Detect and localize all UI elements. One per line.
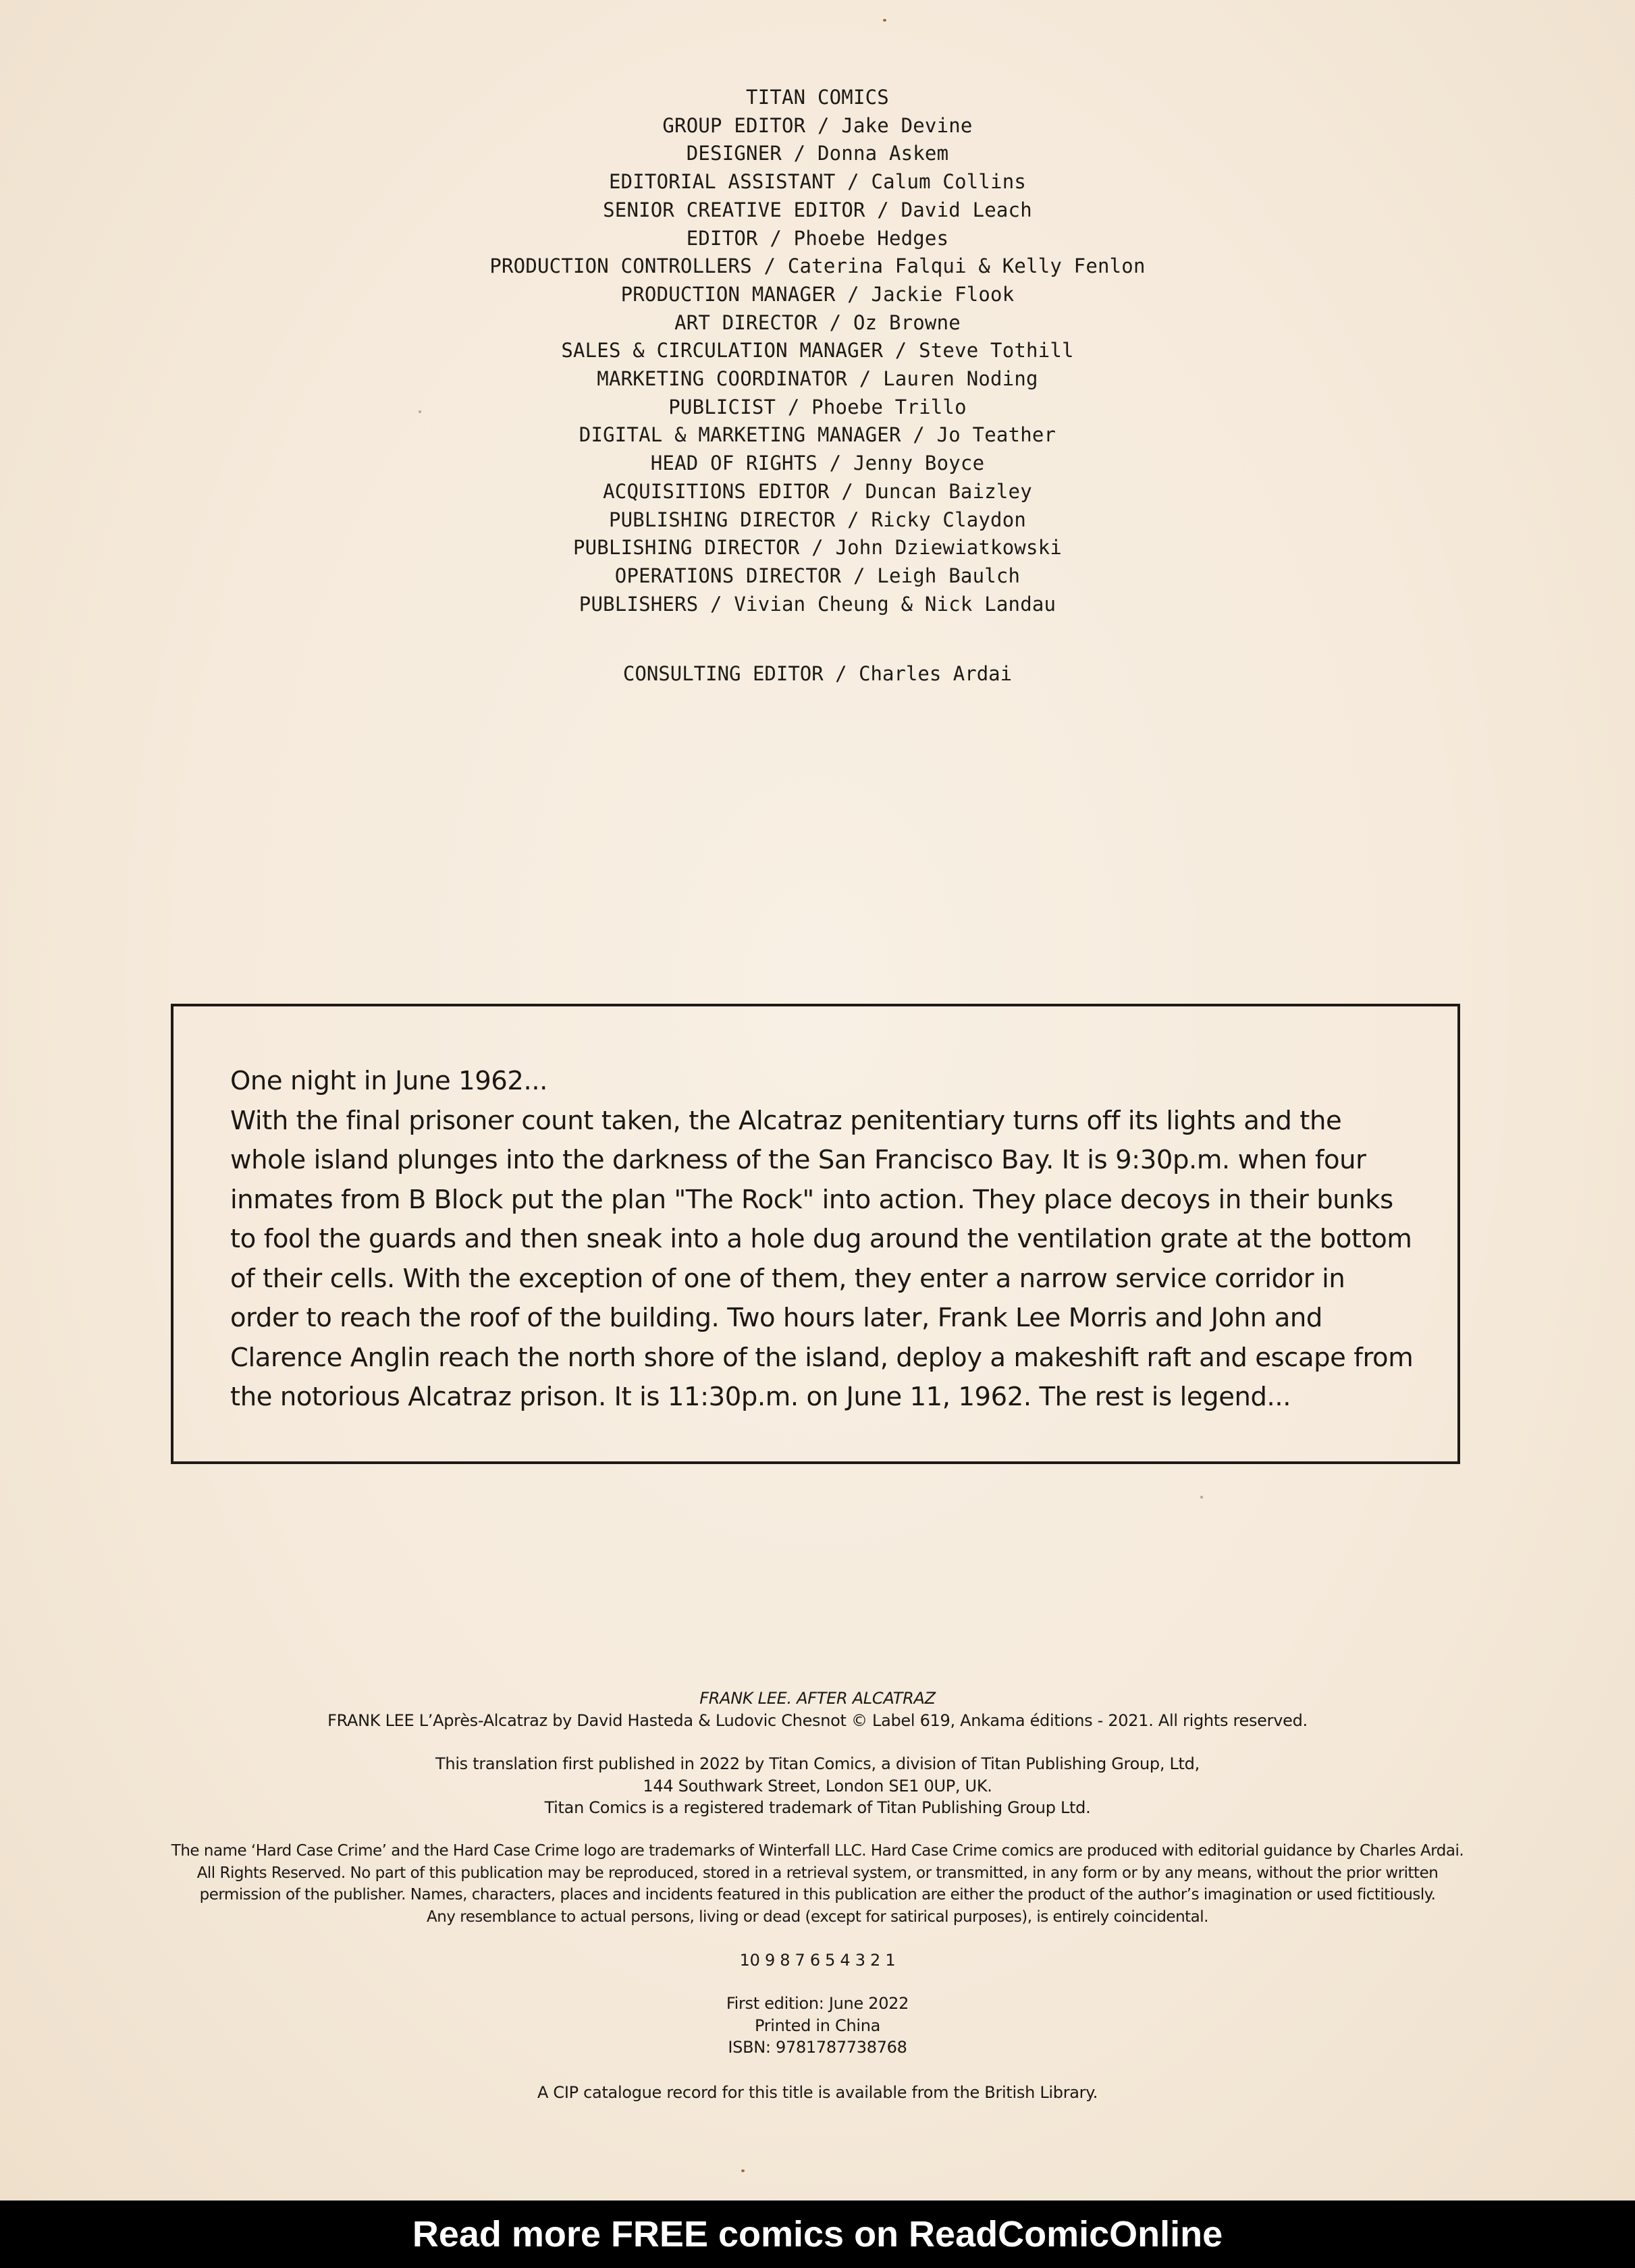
credit-line: PUBLISHERS / Vivian Cheung & Nick Landau <box>579 592 1056 616</box>
credit-line: HEAD OF RIGHTS / Jenny Boyce <box>650 452 985 475</box>
translation-notice <box>0 1753 1635 1819</box>
credit-line: EDITOR / Phoebe Hedges <box>686 226 949 250</box>
print-number-line: 10 9 8 7 6 5 4 3 2 1 <box>739 1951 896 1970</box>
paper-speck <box>883 19 886 22</box>
paper-speck <box>741 2169 745 2172</box>
staff-credits <box>0 84 1635 618</box>
cip-line: A CIP catalogue record for this title is available from the British Library. <box>537 2083 1098 2102</box>
story-intro-text <box>230 1062 1418 1418</box>
rights-disclaimer <box>0 1840 1635 1928</box>
credit-line: DESIGNER / Donna Askem <box>686 142 949 165</box>
disclaimer-line: permission of the publisher. Names, characters, places and incidents featured in this publication are either the product of the author’s imagination or used fictitiously. <box>199 1886 1436 1904</box>
credit-line: PUBLISHING DIRECTOR / John Dziewiatkowski <box>572 536 1063 560</box>
credit-line: PUBLICIST / Phoebe Trillo <box>668 395 967 418</box>
edition-info <box>0 1993 1635 2059</box>
disclaimer-line: Any resemblance to actual persons, living or dead (except for satirical purposes), is entirely coincidental. <box>427 1908 1208 1926</box>
intro-opening: One night in June 1962... <box>230 1066 548 1096</box>
story-intro-box <box>171 1004 1460 1464</box>
disclaimer-line: All Rights Reserved. No part of this publication may be reproduced, stored in a retrieval system, or transmitted, in any form or by any means, without the prior written <box>196 1864 1439 1882</box>
book-title <box>0 1688 1635 1731</box>
intro-body: With the final prisoner count taken, the Alcatraz penitentiary turns off its lights and the whole island plunges into the darkness of the San Francisco Bay. It is 9:30p.m. when four inmates from B Block put the plan "The Rock" into action. They place decoys in their bunks to fool the guards and then sneak into a hole dug around the ventilation grate at the bottom of their cells. With the exception of one of them, they enter a narrow service corridor in order to reach the roof of the building. Two hours later, Frank Lee Morris and John and Clarence Anglin reach the north shore of the island, deploy a makeshift raft and escape from the notorious Alcatraz prison. It is 11:30p.m. on June 11, 1962. The rest is legend... <box>230 1105 1414 1412</box>
credit-line: SENIOR CREATIVE EDITOR / David Leach <box>603 198 1032 221</box>
translation-line: This translation first published in 2022 by Titan Comics, a division of Titan Publishing Group, Ltd, <box>435 1754 1200 1773</box>
read-more-banner[interactable]: Read more FREE comics on ReadComicOnline <box>0 2200 1635 2268</box>
credit-line: ART DIRECTOR / Oz Browne <box>674 310 961 334</box>
credit-line: GROUP EDITOR / Jake Devine <box>662 113 973 137</box>
credit-line: PRODUCTION CONTROLLERS / Caterina Falqui & Kelly Fenlon <box>489 254 1146 278</box>
credit-line: MARKETING COORDINATOR / Lauren Noding <box>597 367 1038 391</box>
credit-line: TITAN COMICS <box>746 86 889 109</box>
cip-notice <box>0 2082 1635 2104</box>
credit-line: OPERATIONS DIRECTOR / Leigh Baulch <box>614 564 1021 587</box>
credit-line: EDITORIAL ASSISTANT / Calum Collins <box>608 170 1027 194</box>
disclaimer-line: The name ‘Hard Case Crime’ and the Hard Case Crime logo are trademarks of Winterfall LLC. Hard Case Crime comics are produced with editorial guidance by Charles Ardai. <box>171 1842 1464 1860</box>
credit-line: PUBLISHING DIRECTOR / Ricky Claydon <box>608 508 1027 531</box>
paper-speck <box>1200 1496 1203 1498</box>
edition-line: ISBN: 9781787738768 <box>728 2038 907 2057</box>
credit-line: DIGITAL & MARKETING MANAGER / Jo Teather <box>579 423 1056 447</box>
edition-line: Printed in China <box>754 2016 881 2035</box>
print-line <box>0 1949 1635 1972</box>
edition-line: First edition: June 2022 <box>726 1994 909 2013</box>
translation-line: Titan Comics is a registered trademark of Titan Publishing Group Ltd. <box>544 1798 1091 1817</box>
credit-line: ACQUISITIONS EDITOR / Duncan Baizley <box>603 479 1032 503</box>
copyright-notice: FRANK LEE L’Après-Alcatraz by David Hasteda & Ludovic Chesnot © Label 619, Ankama éditions - 2021. All rights reserved. <box>327 1710 1308 1730</box>
credit-line: PRODUCTION MANAGER / Jackie Flook <box>620 282 1015 306</box>
book-title-text: FRANK LEE. AFTER ALCATRAZ <box>699 1689 936 1708</box>
consulting-editor-credit: CONSULTING EDITOR / Charles Ardai <box>622 662 1013 685</box>
credit-line: SALES & CIRCULATION MANAGER / Steve Tothill <box>561 339 1074 362</box>
translation-line: 144 Southwark Street, London SE1 0UP, UK. <box>643 1776 992 1796</box>
